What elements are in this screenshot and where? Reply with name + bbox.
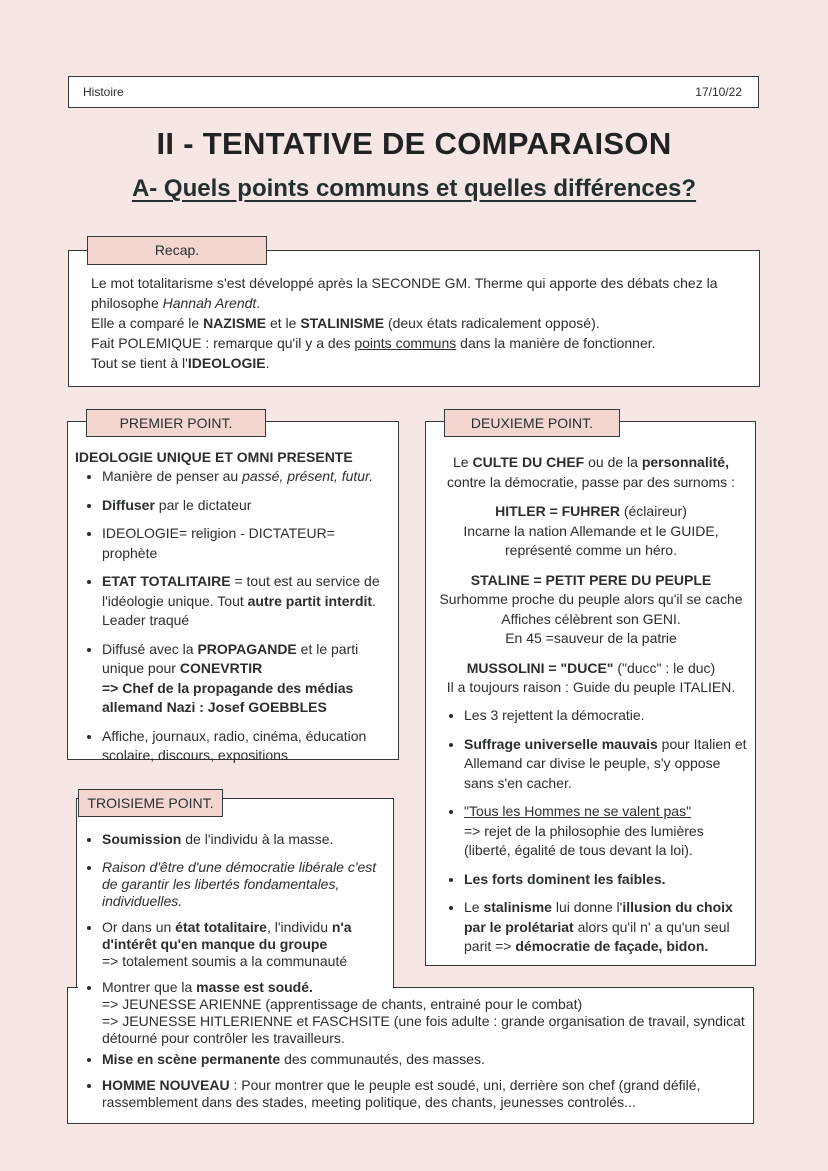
list-item: • "Tous les Hommes ne se valent pas" => rejet de la philosophie des lumières (liberté, égalité de tous devant la loi). xyxy=(464,802,750,861)
troisieme-point-tab: TROISIEME POINT. xyxy=(78,789,223,817)
list-item: • Les 3 rejettent la démocratie. xyxy=(464,706,750,726)
list-item: • Raison d'être d'une démocratie libérale c'est de garantir les libertés fondamentales, individuelles. xyxy=(102,859,392,910)
deuxieme-point-content: Le CULTE DU CHEF ou de la personnalité, contre la démocratie, passe par des surnoms : HITLER = FUHRER (éclaireur) Incarne la nation Allemande et le GUIDE, représenté comme un héro. STALINE = PETIT PERE DU PEUPLE Surhomme proche du peuple alors qu'il se cache Affiches célèbrent son GENI. En 45 =sauveur de la patrie MUSSOLINI = "DUCE" ("ducc" : le duc) Il a toujours raison : Guide du peuple ITALIEN. xyxy=(439,454,743,695)
recap-text: Le mot totalitarisme s'est développé après la SECONDE GM. Therme qui apporte des débats chez la philosophe Hannah Arendt. Elle a comparé le NAZISME et le STALINISME (deux états radicalement opposé). Fait POLEMIQUE : remarque qu'il y a des points communs dans la manière de fonctionner. Tout se tient à l'IDEOLOGIE. xyxy=(91,275,718,371)
list-item: • Diffusé avec la PROPAGANDE et le parti unique pour CONEVRTIR => Chef de la propagande des médias allemand Nazi : Josef GOEBBLES xyxy=(102,640,393,718)
list-item: • Soumission de l'individu à la masse. xyxy=(102,830,392,850)
list-item: • Le stalinisme lui donne l'illusion du choix par le prolétariat alors qu'il n' a qu'un seul parit => démocratie de façade, bidon. xyxy=(464,898,750,957)
premier-point-content xyxy=(75,449,393,775)
list-item: • ETAT TOTALITAIRE = tout est au service de l'idéologie unique. Tout autre partit interdit. Leader traqué xyxy=(102,572,393,631)
subject-label: Histoire xyxy=(83,85,124,99)
page-header xyxy=(68,76,759,108)
list-item: • Mise en scène permanente des communautés, des masses. xyxy=(102,1051,747,1068)
list-item: • IDEOLOGIE= religion - DICTATEUR= prophète xyxy=(102,524,393,563)
premier-point-tab: PREMIER POINT. xyxy=(86,409,266,437)
list-item: • Montrer que la masse est soudé. => JEUNESSE ARIENNE (apprentissage de chants, entrainé pour le combat) => JEUNESSE HITLERIENNE et FASCHSITE (une fois adulte : grande organisation de travail, syndicat détourné pour contrôler les travailleurs. xyxy=(102,979,747,1047)
list-item: • Les forts dominent les faibles. xyxy=(464,870,750,890)
deuxieme-point-tab: DEUXIEME POINT. xyxy=(444,409,620,437)
list-item: • Suffrage universelle mauvais pour Italien et Allemand car divise le peuple, s'y oppose sans s'en cacher. xyxy=(464,735,750,794)
list-item: • Manière de penser au passé, présent, futur. xyxy=(102,467,393,487)
date-label: 17/10/22 xyxy=(695,85,742,99)
troisieme-point-content xyxy=(75,830,747,1120)
list-item: • HOMME NOUVEAU : Pour montrer que le peuple est soudé, uni, derrière son chef (grand défilé, rassemblement dans des stades, meeting politique, des chants, jeunesses controlés... xyxy=(102,1077,747,1111)
list-item: • Or dans un état totalitaire, l'individu n'a d'intérêt qu'en manque du groupe => totalement soumis a la communauté xyxy=(102,919,392,970)
list-item: • Diffuser par le dictateur xyxy=(102,496,393,516)
list-item: • Affiche, journaux, radio, cinéma, éducation scolaire, discours, expositions xyxy=(102,727,393,766)
page-subtitle: A- Quels points communs et quelles différences? xyxy=(131,175,697,202)
premier-heading: IDEOLOGIE UNIQUE ET OMNI PRESENTE xyxy=(75,449,353,465)
page-title: II - TENTATIVE DE COMPARAISON xyxy=(156,126,672,161)
recap-tab: Recap. xyxy=(87,236,267,265)
